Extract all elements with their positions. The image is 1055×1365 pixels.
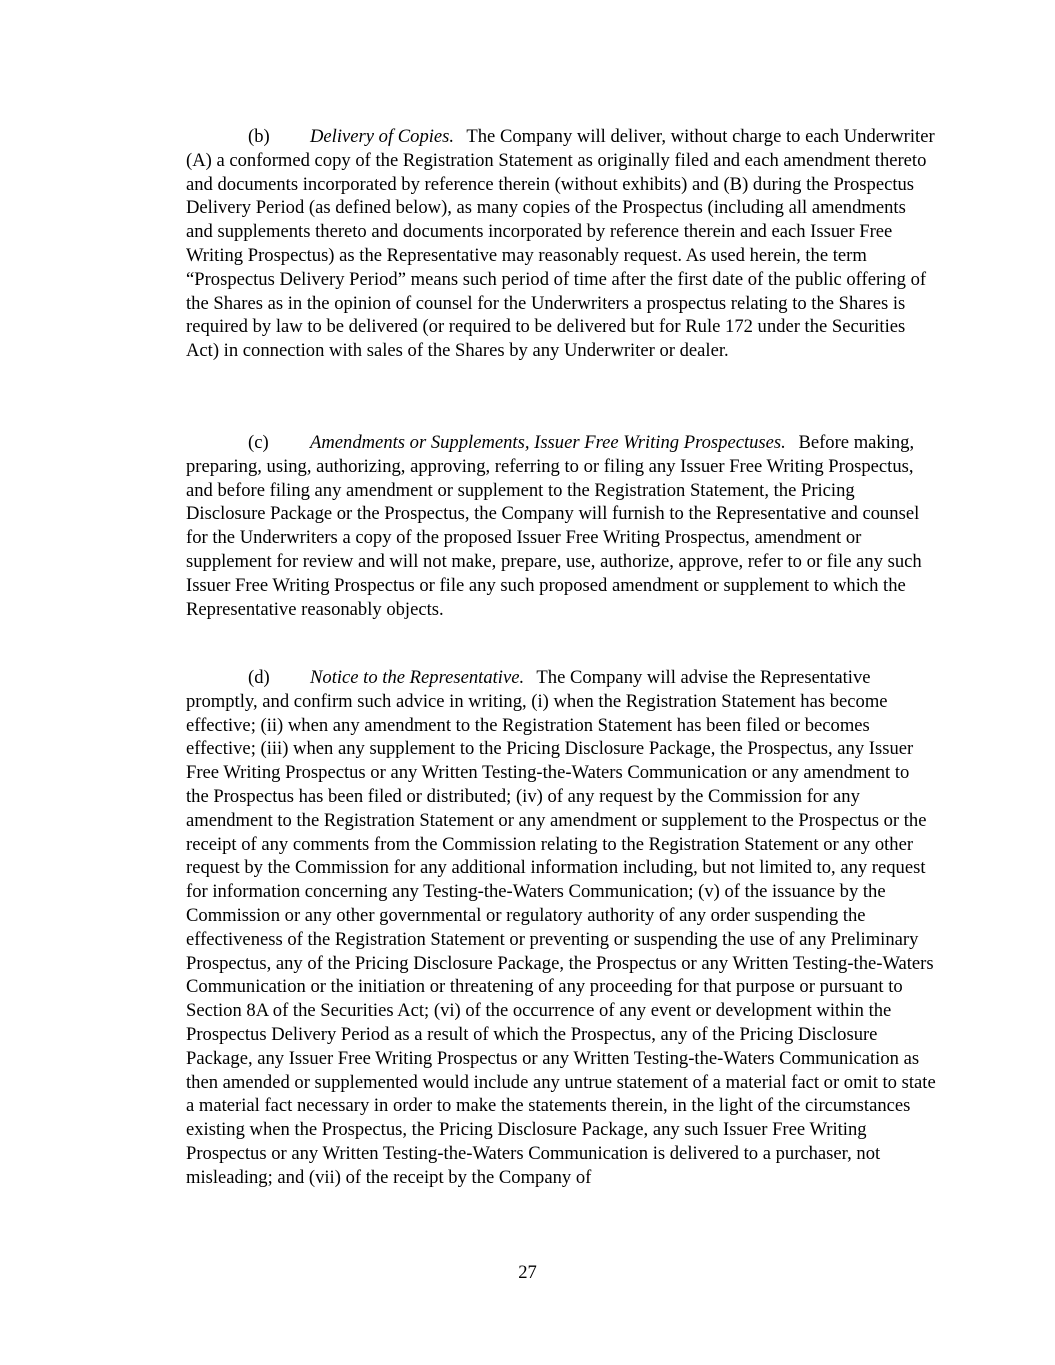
paragraph-body: Before making, preparing, using, authorizing, approving, referring to or filing any Issuer Free Writing Prospectus, and before filing any amendment or supplement to the Registration Statement, the Pricing Disclosure Package or the Prospectus, the Company will furnish to the Representative and counsel for the Underwriters a copy of the proposed Issuer Free Writing Prospectus, amendment or supplement for review and will not make, prepare, use, authorize, approve, refer to or file any such Issuer Free Writing Prospectus or file any such proposed amendment or supplement to which the Representative reasonably objects. (186, 432, 922, 620)
paragraph-body: The Company will advise the Representative promptly, and confirm such advice in writing, (i) when the Registration Statement has become effective; (ii) when any amendment to the Registration Statement has been filed or becomes effective; (iii) when any supplement to the Pricing Disclosure Package, the Prospectus, any Issuer Free Writing Prospectus or any Written Testing-the-Waters Communication or any amendment to the Prospectus has been filed or distributed; (iv) of any request by the Commission for any amendment to the Registration Statement or any amendment or supplement to the Prospectus or the receipt of any comments from the Commission relating to the Registration Statement or any other request by the Commission for any additional information including, but not limited to, any request for information concerning any Testing-the-Waters Communication; (v) of the issuance by the Commission or any other governmental or regulatory authority of any order suspending the effectiveness of the Registration Statement or preventing or suspending the use of any Preliminary Prospectus, any of the Pricing Disclosure Package, the Prospectus or any Written Testing-the-Waters Communication or the initiation or threatening of any proceeding for that purpose or pursuant to Section 8A of the Securities Act; (vi) of the occurrence of any event or development within the Prospectus Delivery Period as a result of which the Prospectus, any of the Pricing Disclosure Package, any Issuer Free Writing Prospectus or any Written Testing-the-Waters Communication as then amended or supplemented would include any untrue statement of a material fact or omit to state a material fact necessary in order to make the statements therein, in the light of the circumstances existing when the Prospectus, the Pricing Disclosure Package, any such Issuer Free Writing Prospectus or any Written Testing-the-Waters Communication is delivered to a purchaser, not misleading; and (vii) of the receipt by the Company of (186, 667, 936, 1188)
paragraph-number: (b) (248, 126, 270, 147)
paragraph-d (186, 666, 936, 1190)
paragraph-body: The Company will deliver, without charge to each Underwriter (A) a conformed copy of the Registration Statement as originally filed and each amendment thereto and documents incorporated by reference therein (without exhibits) and (B) during the Prospectus Delivery Period (as defined below), as many copies of the Prospectus (including all amendments and supplements thereto and documents incorporated by reference therein and each Issuer Free Writing Prospectus) as the Representative may reasonably request. As used herein, the term “Prospectus Delivery Period” means such period of time after the first date of the public offering of the Shares as in the opinion of counsel for the Underwriters a prospectus relating to the Shares is required by law to be delivered (or required to be delivered but for Rule 172 under the Securities Act) in connection with sales of the Shares by any Underwriter or dealer. (186, 126, 935, 362)
paragraph-number: (d) (248, 667, 270, 688)
paragraph-heading: Amendments or Supplements, Issuer Free Writing Prospectuses. (310, 432, 786, 453)
paragraph-c (186, 431, 936, 621)
paragraph-heading: Notice to the Representative. (310, 667, 525, 688)
paragraph-heading: Delivery of Copies. (310, 126, 455, 147)
page-number: 27 (518, 1262, 537, 1283)
paragraph-b (186, 125, 936, 363)
paragraph-number: (c) (248, 432, 269, 453)
